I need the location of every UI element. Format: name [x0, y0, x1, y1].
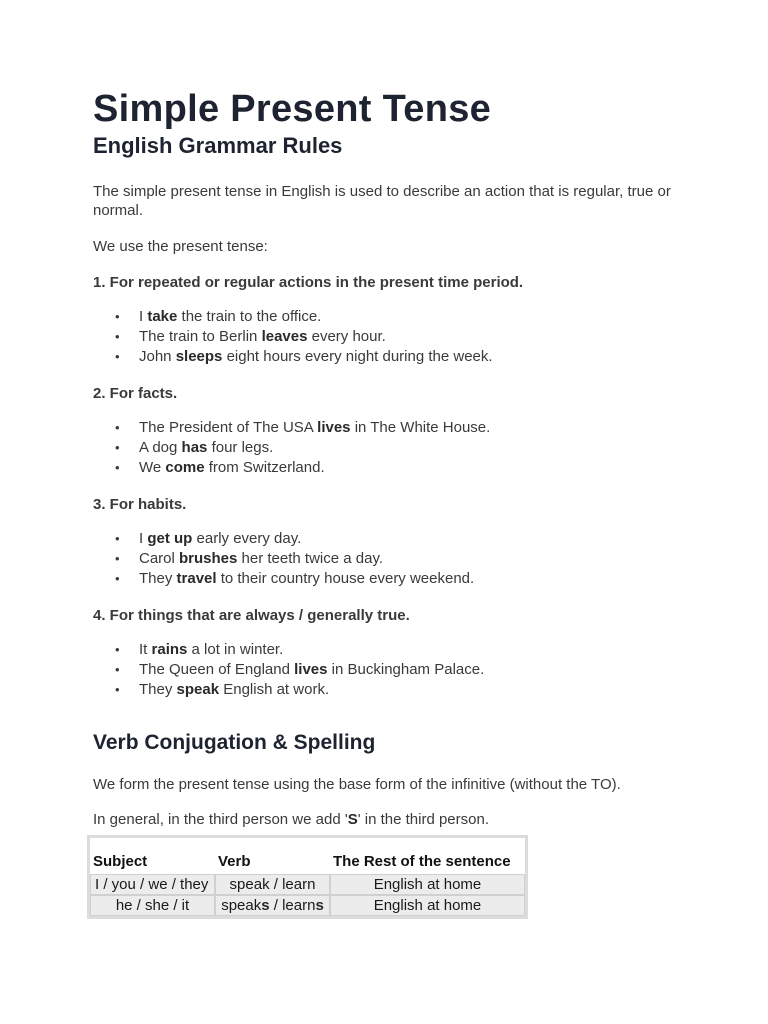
section-heading-4: 4. For things that are always / generally true.: [93, 607, 410, 624]
section-list-1: [93, 307, 693, 367]
page-title: Simple Present Tense: [93, 88, 492, 130]
conjugation-heading: Verb Conjugation & Spelling: [93, 731, 376, 754]
cell-subject: he / she / it: [90, 895, 215, 916]
header-subject: Subject: [90, 838, 215, 874]
table-header-row: [90, 838, 525, 874]
use-intro: We use the present tense:: [93, 238, 268, 255]
header-rest: The Rest of the sentence: [330, 838, 525, 874]
third-person-paragraph: In general, in the third person we add 'S' in the third person.: [93, 811, 489, 828]
section-list-2: [93, 418, 693, 478]
cell-rest: English at home: [330, 895, 525, 916]
section-list-3: [93, 529, 693, 589]
list-item: • A dog has four legs.: [93, 438, 693, 458]
conjugation-table: [87, 835, 528, 919]
cell-verb: speaks / learns: [215, 895, 330, 916]
section-heading-1: 1. For repeated or regular actions in the present time period.: [93, 274, 524, 291]
cell-rest: English at home: [330, 874, 525, 895]
list-item: • I get up early every day.: [93, 529, 693, 549]
section-list-4: [93, 640, 693, 700]
document: [93, 86, 693, 919]
conjugation-paragraph: We form the present tense using the base form of the infinitive (without the TO).: [93, 776, 621, 793]
table-row: [90, 874, 525, 895]
list-item: • The Queen of England lives in Buckingham Palace.: [93, 660, 693, 680]
list-item: • They travel to their country house every weekend.: [93, 569, 693, 589]
section-heading-2: 2. For facts.: [93, 385, 178, 402]
table-row: [90, 895, 525, 916]
header-verb: Verb: [215, 838, 330, 874]
list-item: • I take the train to the office.: [93, 307, 693, 327]
cell-subject: I / you / we / they: [90, 874, 215, 895]
section-heading-3: 3. For habits.: [93, 496, 187, 513]
list-item: • John sleeps eight hours every night during the week.: [93, 347, 693, 367]
list-item: • It rains a lot in winter.: [93, 640, 693, 660]
list-item: • The train to Berlin leaves every hour.: [93, 327, 693, 347]
page-subtitle: English Grammar Rules: [93, 133, 343, 158]
list-item: • Carol brushes her teeth twice a day.: [93, 549, 693, 569]
intro-paragraph: The simple present tense in English is used to describe an action that is regular, true or normal.: [93, 183, 671, 219]
list-item: • We come from Switzerland.: [93, 458, 693, 478]
list-item: • The President of The USA lives in The White House.: [93, 418, 693, 438]
cell-verb: speak / learn: [215, 874, 330, 895]
list-item: • They speak English at work.: [93, 680, 693, 700]
